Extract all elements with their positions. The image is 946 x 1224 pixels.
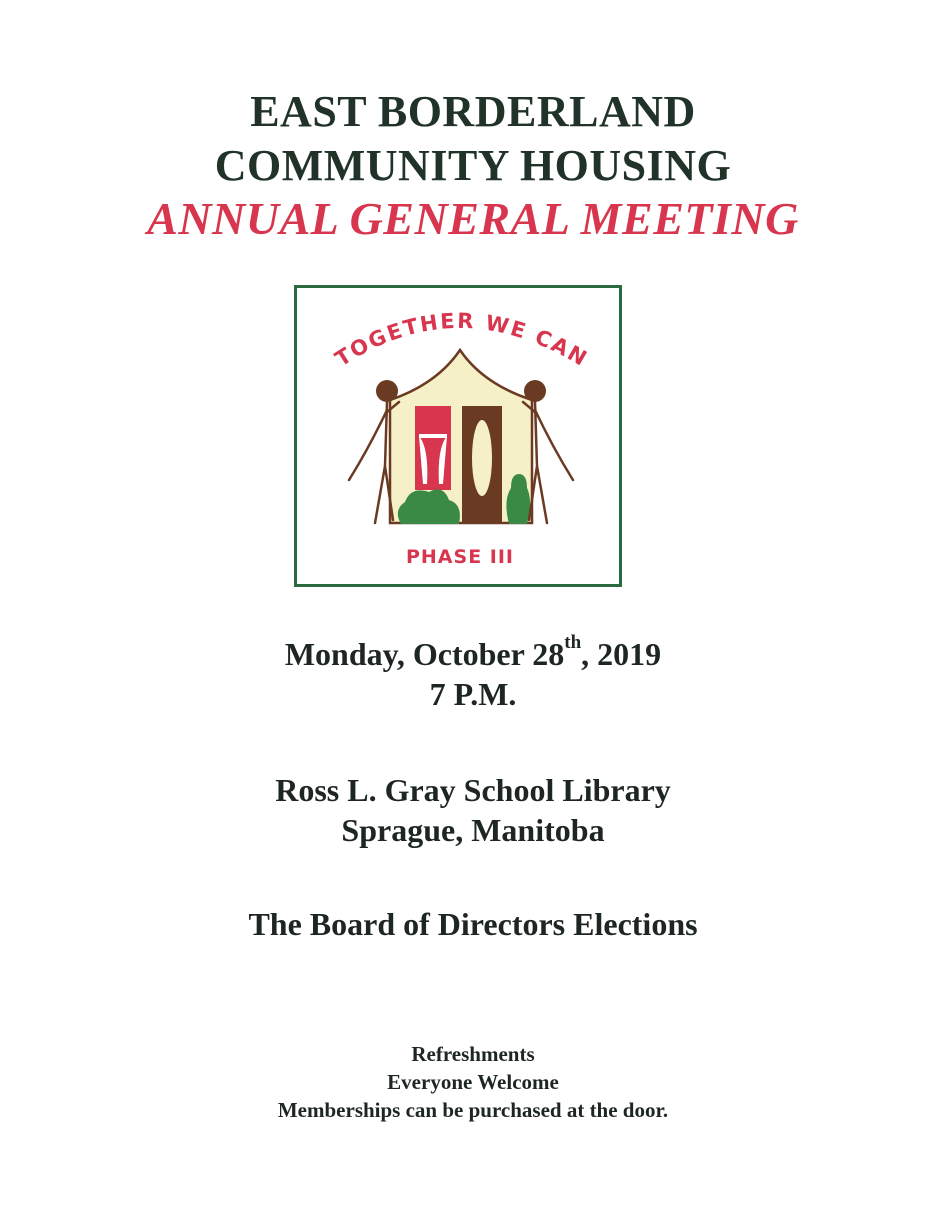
left-person-head [376, 380, 398, 402]
meeting-title: ANNUAL GENERAL MEETING [147, 193, 799, 244]
title-line-2: COMMUNITY HOUSING [214, 141, 732, 190]
event-time: 7 P.M. [429, 676, 517, 712]
logo-arc-text: TOGETHER WE CAN [330, 308, 593, 372]
event-city: Sprague, Manitoba [341, 812, 605, 848]
membership-note: Memberships can be purchased at the door. [277, 1098, 669, 1122]
refreshments-note: Refreshments [411, 1042, 535, 1066]
right-person-head [524, 380, 546, 402]
logo-phase-text: PHASE III [405, 546, 515, 568]
welcome-note: Everyone Welcome [387, 1070, 559, 1094]
event-date: Monday, October 28th, 2019 [284, 632, 662, 672]
event-agenda: The Board of Directors Elections [248, 906, 698, 942]
title-line-1: EAST BORDERLAND [250, 87, 696, 136]
event-venue: Ross L. Gray School Library [275, 772, 671, 808]
together-we-can-logo [294, 285, 622, 587]
